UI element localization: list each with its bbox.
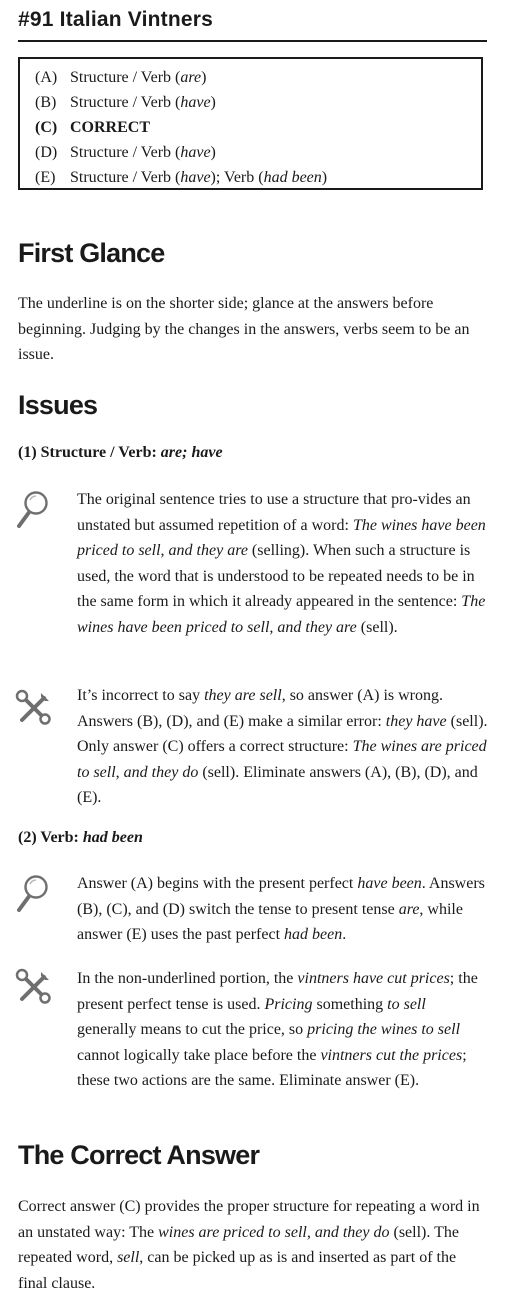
magnifying-glass-icon <box>14 873 54 913</box>
first-glance-heading: First Glance <box>18 238 165 268</box>
issue-1-analysis-text: The original sentence tries to use a structure that pro-vides an unstated but assumed repetition of a word: The wines have been priced to sell, and they are (selling). When such a structure is used, the word that is understood to be repeated needs to be in the same form in which it already appeared in the sentence: The wines have been priced to sell, and they are (sell). <box>77 491 486 636</box>
answer-choice-c-correct: (C) CORRECT <box>35 119 151 136</box>
magnifying-glass-icon <box>14 489 54 529</box>
correct-answer-text: Correct answer (C) provides the proper structure for repeating a word in an unstated way: The wines are priced to sell, and they do (sell). The repeated word, sell, can be picked up as is and inserted as part of the final clause. <box>18 1198 480 1292</box>
wrench-screwdriver-icon <box>14 967 54 1007</box>
page-title: #91 Italian Vintners <box>18 8 214 31</box>
answer-choice-d: (D) Structure / Verb (have) <box>35 144 216 161</box>
wrench-screwdriver-icon <box>14 688 54 728</box>
first-glance-text: The underline is on the shorter side; glance at the answers before beginning. Judging by the changes in the answers, verbs seem to be an issue. <box>18 295 470 363</box>
issue-2-heading: (2) Verb: had been <box>18 829 143 846</box>
answer-key-box <box>18 57 483 190</box>
answer-choice-b: (B) Structure / Verb (have) <box>35 94 216 111</box>
correct-answer-heading: The Correct Answer <box>18 1140 260 1170</box>
title-rule <box>18 40 487 42</box>
answer-choice-e: (E) Structure / Verb (have); Verb (had been) <box>35 169 328 186</box>
issue-1-heading: (1) Structure / Verb: are; have <box>18 444 223 461</box>
answer-choice-a: (A) Structure / Verb (are) <box>35 69 207 86</box>
issue-2-fix-text: In the non-underlined portion, the vintners have cut prices; the present perfect tense is used. Pricing something to sell generally means to cut the price, so pricing the wines to sell cannot logically take place before the vintners cut the prices; these two actions are the same. Eliminate answer (E). <box>77 970 478 1089</box>
issue-1-fix-text: It’s incorrect to say they are sell, so answer (A) is wrong. Answers (B), (D), and (E) make a similar error: they have (sell). Only answer (C) offers a correct structure: The wines are priced to sell, and they do (sell). Eliminate answers (A), (B), (D), and (E). <box>77 687 488 806</box>
issues-heading: Issues <box>18 390 98 420</box>
issue-2-analysis-text: Answer (A) begins with the present perfect have been. Answers (B), (C), and (D) switch the tense to present tense are, while answer (E) uses the past perfect had been. <box>77 875 485 943</box>
